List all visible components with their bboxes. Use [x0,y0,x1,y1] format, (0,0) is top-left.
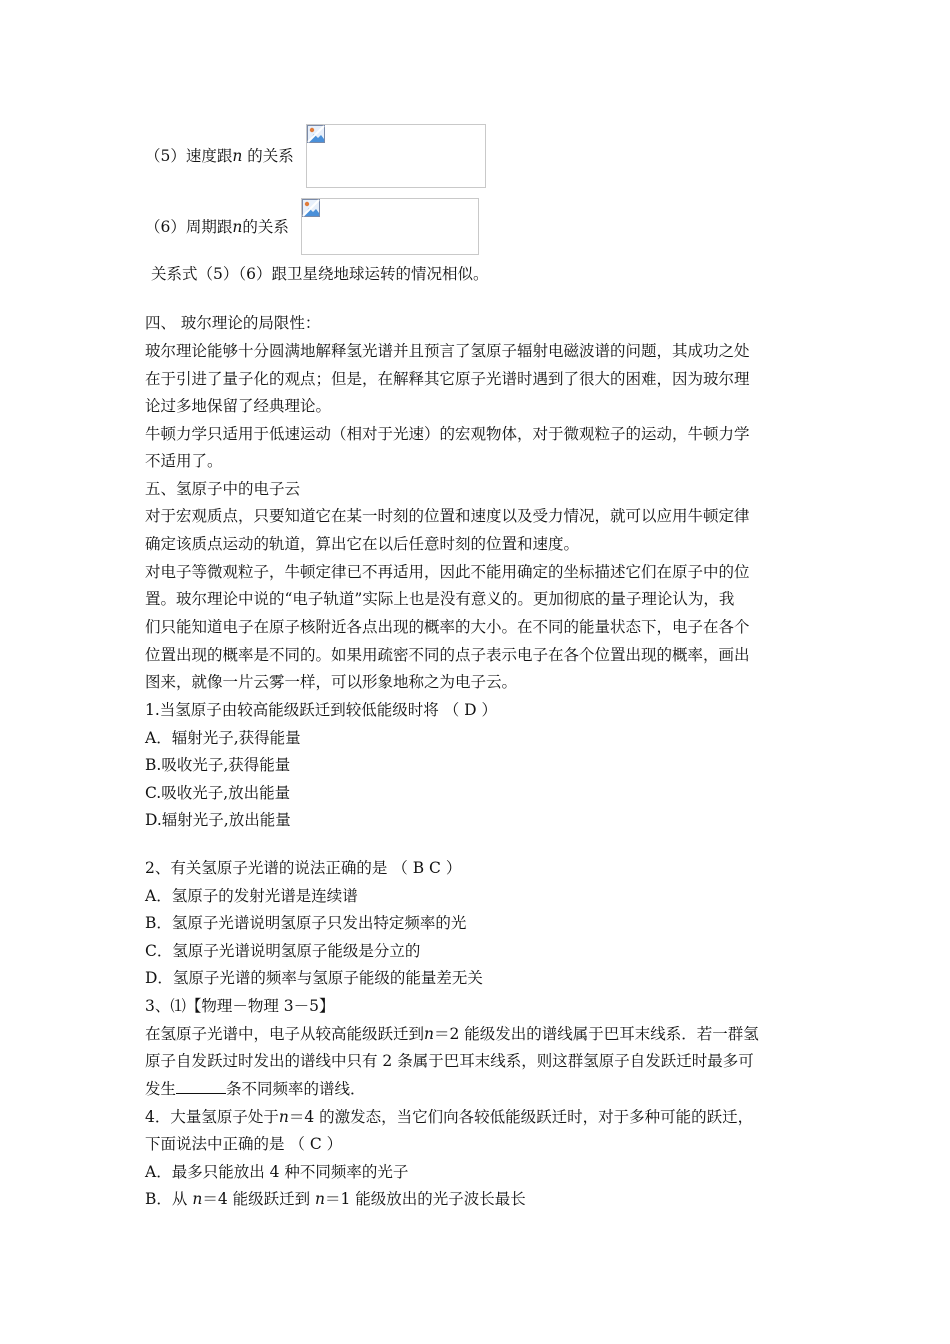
section5-p2-line4: 位置出现的概率是不同的。如果用疏密不同的点子表示电子在各个位置出现的概率，画出 [145,646,750,664]
q4-line1 [145,1107,753,1127]
section4-p2-line1: 牛顿力学只适用于低速运动（相对于光速）的宏观物体，对于微观粒子的运动，牛顿力学 [145,425,750,443]
q2-option-c: C．氢原子光谱说明氢原子能级是分立的 [145,942,421,960]
section4-p2-line2: 不适用了。 [145,452,223,470]
section5-p2-line3: 们只能知道电子在原子核附近各点出现的概率的大小。在不同的能量状态下，电子在各个 [145,618,750,636]
section4-heading: 四、 玻尔理论的局限性： [145,314,321,332]
section5-p2-line5: 图来，就像一片云雾一样，可以形象地称之为电子云。 [145,673,518,691]
q2-option-b: B．氢原子光谱说明氢原子只发出特定频率的光 [145,914,467,932]
q4-line2: 下面说法中正确的是 （ C ） [145,1135,343,1153]
q3-line1-b: ＝2 能级发出的谱线属于巴耳末线系．若一群氢 [434,1025,759,1043]
broken-image-icon [302,199,320,217]
formula-6-label: （6）周期跟 [145,218,233,236]
q3-line1 [145,1024,759,1044]
section4-p1-line2: 在于引进了量子化的观点；但是，在解释其它原子光谱时遇到了很大的困难，因为玻尔理 [145,370,750,388]
q4-line1-b: ＝4 的激发态，当它们向各较低能级跃迁时，对于多种可能的跃迁， [288,1108,754,1126]
formula-6-var: n [232,218,243,236]
formula-5-label: （5）速度跟 [145,147,233,165]
q4-option-b-b: ＝4 能级跃迁到 [202,1190,316,1208]
q3-line3 [145,1079,366,1099]
q1-stem: 1.当氢原子由较高能级跃迁到较低能级时将 （ D ） [145,701,497,719]
formula-5-image [306,124,486,188]
q4-option-a: A．最多只能放出 4 种不同频率的光子 [145,1163,409,1181]
q3-line2: 原子自发跃过时发出的谱线中只有 2 条属于巴耳末线系，则这群氢原子自发跃迁时最多可 [145,1052,754,1070]
q1-option-b: B.吸收光子,获得能量 [145,756,291,774]
q2-option-a: A．氢原子的发射光谱是连续谱 [145,887,358,905]
q3-answer-blank[interactable] [176,1079,226,1094]
q3-line3-b: 条不同频率的谱线． [226,1080,366,1098]
q4-option-b [145,1189,526,1209]
section4-p1-line1: 玻尔理论能够十分圆满地解释氢光谱并且预言了氢原子辐射电磁波谱的问题，其成功之处 [145,342,750,360]
formula-note: 关系式（5）（6）跟卫星绕地球运转的情况相似。 [151,265,489,283]
q4-option-b-c: ＝1 能级放出的光子波长最长 [325,1190,526,1208]
q4-line1-var: n [278,1108,289,1126]
section5-p1-line1: 对于宏观质点，只要知道它在某一时刻的位置和速度以及受力情况，就可以应用牛顿定律 [145,507,750,525]
q4-option-b-var1: n [192,1190,203,1208]
formula-6-image [301,198,479,255]
q3-line3-a: 发生 [145,1080,177,1098]
q3-line1-a: 在氢原子光谱中，电子从较高能级跃迁到 [145,1025,425,1043]
section5-heading: 五、氢原子中的电子云 [145,480,301,498]
formula-6-tail: 的关系 [242,218,289,236]
q3-line1-var: n [424,1025,434,1043]
broken-image-icon [307,125,325,143]
section4-p1-line3: 论过多地保留了经典理论。 [145,397,332,415]
section5-p2-line2: 置。玻尔理论中说的“电子轨道”实际上也是没有意义的。更加彻底的量子理论认为，我 [145,590,735,608]
q1-option-d: D.辐射光子,放出能量 [145,811,291,829]
formula-6-line [145,217,289,237]
formula-5-line [145,146,294,166]
q4-option-b-var2: n [315,1190,326,1208]
formula-5-var: n [232,147,243,165]
q2-stem: 2、有关氢原子光谱的说法正确的是 （ B C ） [145,859,462,877]
q1-option-c: C.吸收光子,放出能量 [145,784,291,802]
q4-line1-a: 4．大量氢原子处于 [145,1108,279,1126]
section5-p1-line2: 确定该质点运动的轨道，算出它在以后任意时刻的位置和速度。 [145,535,580,553]
q1-option-a: A．辐射光子,获得能量 [145,729,301,747]
section5-p2-line1: 对电子等微观粒子，牛顿定律已不再适用，因此不能用确定的坐标描述它们在原子中的位 [145,563,750,581]
q4-option-b-a: B．从 [145,1190,193,1208]
q3-heading: 3、⑴【物理－物理 3－5】 [145,997,335,1015]
formula-5-tail: 的关系 [242,147,294,165]
q2-option-d: D．氢原子光谱的频率与氢原子能级的能量差无关 [145,969,483,987]
